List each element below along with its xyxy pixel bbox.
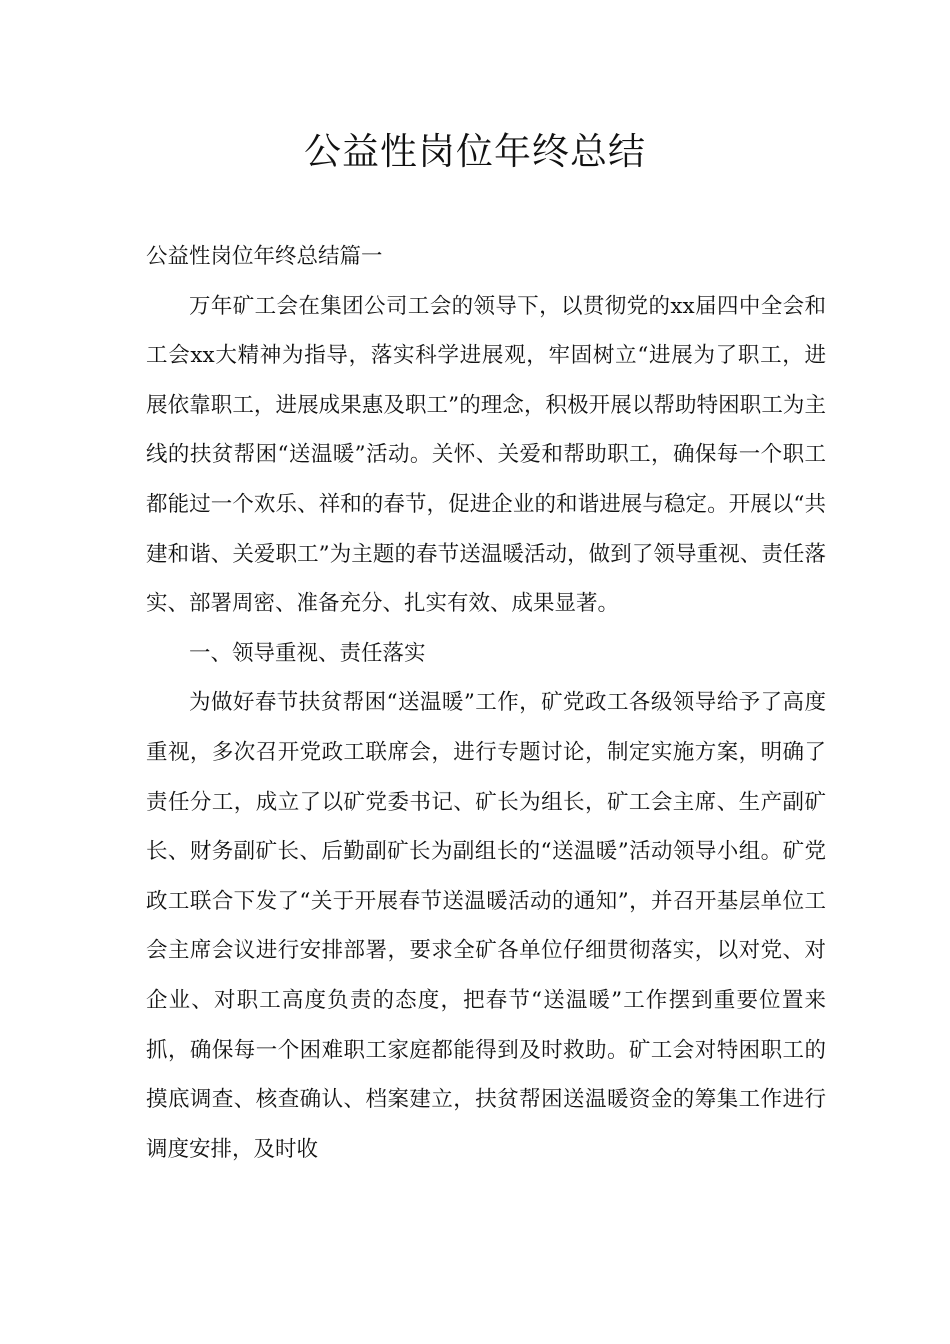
document-body bbox=[146, 232, 826, 1174]
section-heading: 公益性岗位年终总结篇一 bbox=[146, 244, 383, 269]
subheading-leadership: 一、领导重视、责任落实 bbox=[189, 640, 426, 666]
paragraph-leadership: 为做好春节扶贫帮困“送温暖”工作，矿党政工各级领导给予了高度重视，多次召开党政工联席会，进行专题讨论，制定实施方案，明确了责任分工，成立了以矿党委书记、矿长为组长，矿工会主席、生产副矿长、财务副矿长、后勤副矿长为副组长的“送温暖”活动领导小组。矿党政工联合下发了“关于开展春节送温暖活动的通知”，并召开基层单位工会主席会议进行安排部署，要求全矿各单位仔细贯彻落实，以对党、对企业、对职工高度负责的态度，把春节“送温暖”工作摆到重要位置来抓，确保每一个困难职工家庭都能得到及时救助。矿工会对特困职工的摸底调查、核查确认、档案建立，扶贫帮困送温暖资金的筹集工作进行调度安排，及时收 bbox=[146, 690, 826, 1162]
document-title: 公益性岗位年终总结 bbox=[304, 130, 646, 173]
paragraph-intro: 万年矿工会在集团公司工会的领导下，以贯彻党的xx届四中全会和工会xx大精神为指导，落实科学进展观，牢固树立“进展为了职工，进展依靠职工，进展成果惠及职工”的理念，积极开展以帮助特困职工为主线的扶贫帮困“送温暖”活动。关怀、关爱和帮助职工，确保每一个职工都能过一个欢乐、祥和的春节，促进企业的和谐进展与稳定。开展以“共建和谐、关爱职工”为主题的春节送温暖活动，做到了领导重视、责任落实、部署周密、准备充分、扎实有效、成果显著。 bbox=[146, 293, 826, 617]
